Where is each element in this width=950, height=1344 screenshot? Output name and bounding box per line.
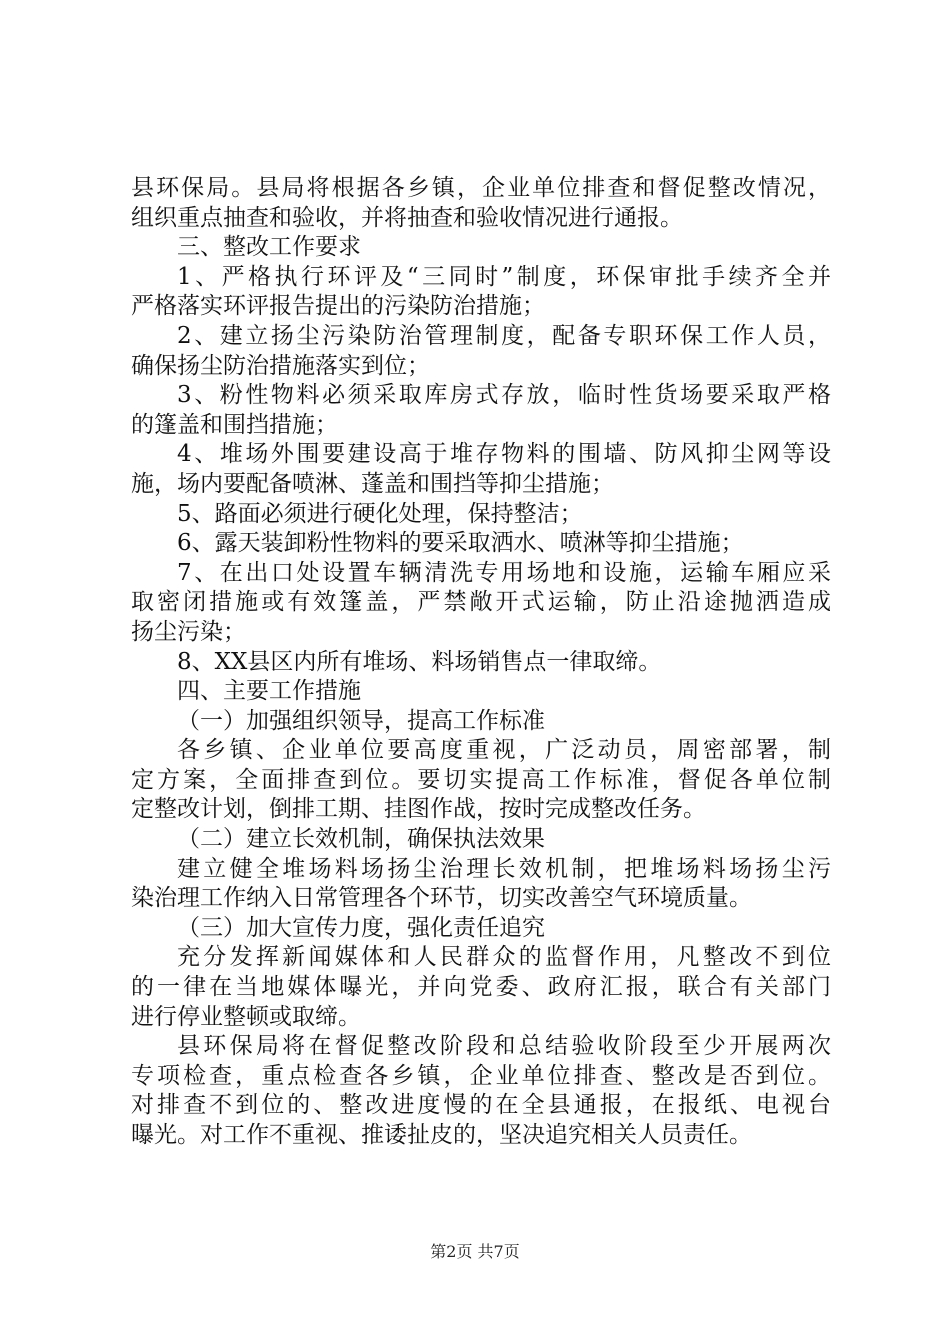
text-line: 组织重点抽查和验收，并将抽查和验收情况进行通报。 [131, 204, 683, 231]
text-line: 2、建立扬尘污染防治管理制度，配备专职环保工作人员， [177, 322, 831, 349]
text-line: 1、严格执行环评及“三同时”制度，环保审批手续齐全并 [177, 263, 831, 290]
text-line: 施，场内要配备喷淋、蓬盖和围挡等抑尘措施； [131, 470, 614, 497]
text-line: 的一律在当地媒体曝光，并向党委、政府汇报，联合有关部门 [131, 974, 831, 1001]
text-line: 8、XX县区内所有堆场、料场销售点一律取缔。 [177, 648, 662, 675]
text-line: 严格落实环评报告提出的污染防治措施； [131, 293, 545, 320]
text-line: 的篷盖和围挡措施； [131, 411, 338, 438]
text-line: 专项检查，重点检查各乡镇，企业单位排查、整改是否到位。 [131, 1062, 831, 1089]
text-line: 扬尘污染； [131, 618, 246, 645]
text-line: 曝光。对工作不重视、推诿扯皮的，坚决追究相关人员责任。 [131, 1122, 752, 1148]
text-line: 县环保局。县局将根据各乡镇，企业单位排查和督促整改情况， [131, 175, 831, 201]
text-line: 三、整改工作要求 [177, 234, 361, 261]
text-line: 6、露天装卸粉性物料的要采取洒水、喷淋等抑尘措施； [177, 530, 744, 557]
text-line: 各乡镇、企业单位要高度重视，广泛动员，周密部署，制 [177, 737, 831, 764]
page-footer: 第2页 共7页 [430, 1242, 520, 1261]
document-body [131, 174, 831, 1151]
text-line: 对排查不到位的、整改进度慢的在全县通报，在报纸、电视台 [131, 1092, 831, 1119]
text-line: 4、堆场外围要建设高于堆存物料的围墙、防风抑尘网等设 [177, 441, 831, 468]
text-line: 3、粉性物料必须采取库房式存放，临时性货场要采取严格 [177, 382, 831, 409]
text-line: 确保扬尘防治措施落实到位； [131, 352, 430, 379]
text-line: 取密闭措施或有效篷盖，严禁敞开式运输，防止沿途抛洒造成 [131, 589, 831, 616]
text-line: 定整改计划，倒排工期、挂图作战，按时完成整改任务。 [131, 796, 706, 823]
text-line: 定方案，全面排查到位。要切实提高工作标准，督促各单位制 [131, 766, 831, 793]
text-line: （二）建立长效机制，确保执法效果 [177, 826, 545, 853]
text-line: 5、路面必须进行硬化处理，保持整洁； [177, 500, 583, 527]
text-line: 染治理工作纳入日常管理各个环节，切实改善空气环境质量。 [131, 885, 752, 912]
text-line: （一）加强组织领导，提高工作标准 [177, 707, 545, 734]
text-line: （三）加大宣传力度，强化责任追究 [177, 914, 545, 941]
text-line: 建立健全堆场料场扬尘治理长效机制，把堆场料场扬尘污 [177, 855, 831, 882]
text-line: 四、主要工作措施 [177, 678, 361, 705]
text-line: 进行停业整顿或取缔。 [131, 1003, 361, 1030]
text-line: 充分发挥新闻媒体和人民群众的监督作用，凡整改不到位 [177, 944, 831, 971]
text-line: 7、在出口处设置车辆清洗专用场地和设施，运输车厢应采 [177, 559, 831, 586]
text-line: 县环保局将在督促整改阶段和总结验收阶段至少开展两次 [177, 1033, 831, 1060]
